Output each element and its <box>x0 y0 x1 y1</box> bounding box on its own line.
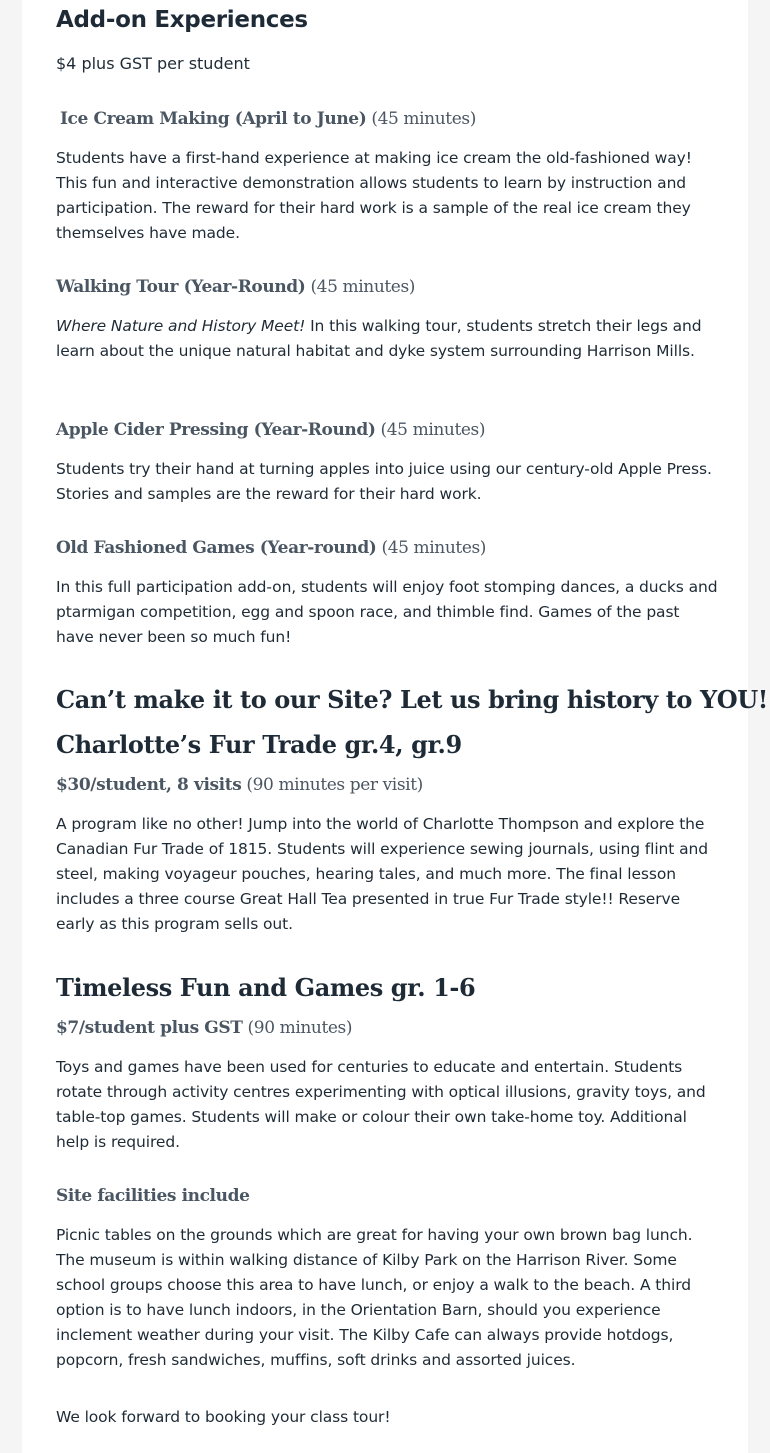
program-price-timeless: $7/student plus GST (90 minutes) <box>56 1018 353 1038</box>
addon-title-apple-cider: Apple Cider Pressing (Year-Round) (45 minutes) <box>56 420 486 440</box>
program-title-timeless: Timeless Fun and Games gr. 1-6 <box>56 973 476 1002</box>
closing-line: We look forward to booking your class tour! <box>56 1408 391 1426</box>
addons-price: $4 plus GST per student <box>56 54 250 73</box>
addon-desc-old-games: In this full participation add-on, students will enjoy foot stomping dances, a ducks and ptarmigan competition, egg and spoon race, and thimble find. Games of the past have never been so much fun! <box>56 578 718 646</box>
facilities-desc: Picnic tables on the grounds which are great for having your own brown bag lunch. The museum is within walking distance of Kilby Park on the Harrison River. Some school groups choose this area to have lunch, or enjoy a walk to the beach. A third option is to have lunch indoors, in the Orientation Barn, should you experience inclement weather during your visit. The Kilby Cafe can always provide hotdogs, popcorn, fresh sandwiches, muffins, soft drinks and assorted juices. <box>56 1226 693 1369</box>
program-desc-fur-trade: A program like no other! Jump into the world of Charlotte Thompson and explore the Canadian Fur Trade of 1815. Students will experience sewing journals, using flint and steel, making voyageur pouches, hearing tales, and much more. The final lesson includes a three course Great Hall Tea presented in true Fur Trade style!! Reserve early as this program sells out. <box>56 815 708 933</box>
addon-title-walking-tour: Walking Tour (Year-Round) (45 minutes) <box>56 277 416 297</box>
addon-desc-apple-cider: Students try their hand at turning apples into juice using our century-old Apple Press. Stories and samples are the reward for their hard work. <box>56 460 712 503</box>
outreach-heading: Can’t make it to our Site? Let us bring history to YOU! <box>56 685 768 714</box>
addon-title-ice-cream: Ice Cream Making (April to June) (45 minutes) <box>60 109 476 129</box>
addon-desc-ice-cream: Students have a first-hand experience at making ice cream the old-fashioned way! This fun and interactive demonstration allows students to learn by instruction and participation. The reward for their hard work is a sample of the real ice cream they themselves have made. <box>56 149 692 242</box>
program-title-fur-trade: Charlotte’s Fur Trade gr.4, gr.9 <box>56 730 462 759</box>
addons-heading: Add-on Experiences <box>56 7 308 33</box>
program-desc-timeless: Toys and games have been used for centuries to educate and entertain. Students rotate through activity centres experimenting with optical illusions, gravity toys, and table-top games. Students will make or colour their own take-home toy. Additional help is required. <box>56 1058 706 1151</box>
program-price-fur-trade: $30/student, 8 visits (90 minutes per visit) <box>56 775 423 795</box>
facilities-heading: Site facilities include <box>56 1186 250 1206</box>
addon-desc-walking-tour: Where Nature and History Meet! In this walking tour, students stretch their legs and learn about the unique natural habitat and dyke system surrounding Harrison Mills. <box>56 317 702 360</box>
addon-title-old-games: Old Fashioned Games (Year-round) (45 minutes) <box>56 538 487 558</box>
